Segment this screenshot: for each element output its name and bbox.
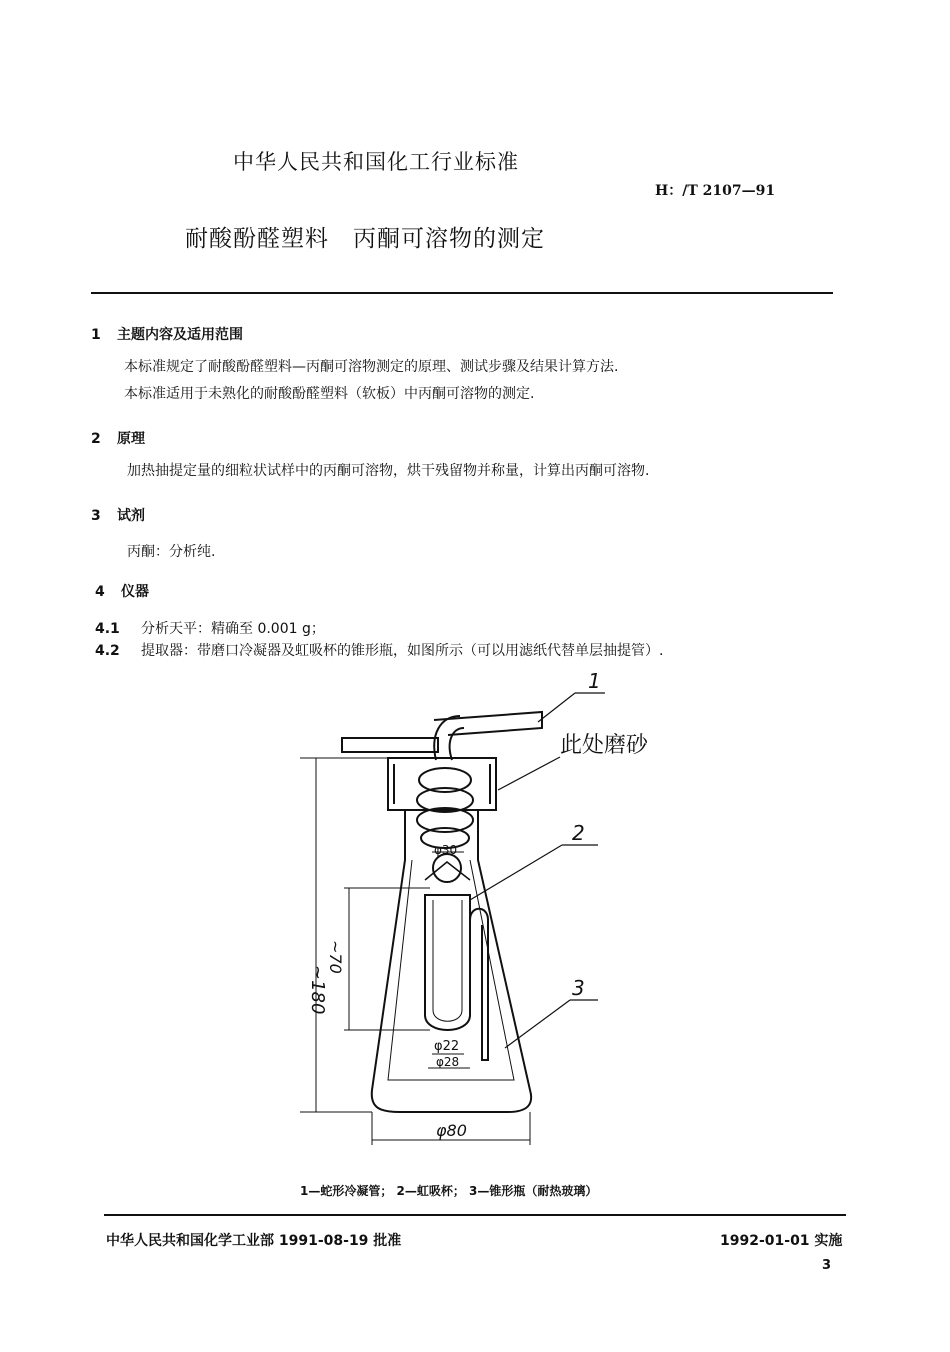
section-3-paragraph-1: 丙酮：分析纯. (127, 544, 216, 560)
cup-holder-wire (425, 862, 470, 880)
extractor-apparatus-diagram (280, 665, 700, 1165)
dimension-70: ~70 (326, 940, 345, 974)
siphon-cup (425, 895, 470, 1030)
section-4-number: 4 (95, 584, 105, 600)
figure-label-2: 2 (572, 821, 585, 845)
section-2-title: 原理 (117, 431, 145, 447)
footer-rule (104, 1214, 846, 1216)
section-3-title: 试剂 (117, 508, 145, 524)
section-1-paragraph-2: 本标准适用于未熟化的耐酸酚醛塑料（软板）中丙酮可溶物的测定. (124, 386, 535, 402)
section-3-heading (91, 505, 145, 525)
siphon-tube (470, 909, 488, 1060)
section-2-number: 2 (91, 431, 101, 447)
document-title: 耐酸酚醛塑料 丙酮可溶物的测定 (185, 226, 545, 252)
figure-note-ground: 此处磨砂 (560, 733, 649, 758)
footer-issuer: 中华人民共和国化学工业部 1991-08-19 批准 (106, 1233, 402, 1249)
dimension-phi80: φ80 (436, 1121, 467, 1140)
dimension-phi22: φ22 (434, 1039, 460, 1054)
serpentine-coil (417, 768, 473, 848)
section-4-heading (95, 581, 149, 601)
dimension-phi28: φ28 (436, 1055, 460, 1069)
section-1-paragraph-1: 本标准规定了耐酸酚醛塑料—丙酮可溶物测定的原理、测试步骤及结果计算方法. (124, 359, 619, 375)
section-1-title: 主题内容及适用范围 (117, 327, 243, 343)
section-4-item-1 (95, 618, 325, 638)
figure-label-1: 1 (588, 669, 601, 693)
section-4-title: 仪器 (121, 584, 149, 600)
dimension-phi30: φ30 (434, 843, 458, 857)
section-2-paragraph-1: 加热抽提定量的细粒状试样中的丙酮可溶物，烘干残留物并称量，计算出丙酮可溶物. (127, 463, 650, 479)
standard-title: 中华人民共和国化工行业标准 (233, 150, 519, 174)
header-rule (91, 292, 833, 294)
standard-code: H：/T 2107—91 (655, 183, 776, 199)
page-number: 3 (822, 1258, 832, 1273)
section-2-heading (91, 428, 145, 448)
footer-effective-date: 1992-01-01 实施 (720, 1233, 843, 1249)
drip-bulb (433, 854, 461, 882)
section-3-number: 3 (91, 508, 101, 524)
figure-caption: 1—蛇形冷凝管； 2—虹吸杯； 3—锥形瓶（耐热玻璃） (300, 1184, 598, 1198)
siphon-cup-inner (433, 900, 462, 1021)
section-1-number: 1 (91, 327, 101, 343)
condenser-top-bar-left (342, 738, 438, 752)
ground-joint-stopper (388, 758, 496, 810)
item-4-1-number: 4.1 (95, 621, 120, 637)
item-4-1-text: 分析天平：精确至 0.001 g； (141, 621, 325, 637)
condenser-outlet-tube (434, 712, 542, 735)
figure-label-3: 3 (572, 976, 585, 1000)
section-1-heading (91, 324, 243, 344)
section-4-item-2 (95, 640, 663, 660)
dimension-180: ~180 (307, 965, 328, 1015)
item-4-2-number: 4.2 (95, 643, 120, 659)
item-4-2-text: 提取器：带磨口冷凝器及虹吸杯的锥形瓶，如图所示（可以用滤纸代替单层抽提管）. (141, 643, 664, 659)
